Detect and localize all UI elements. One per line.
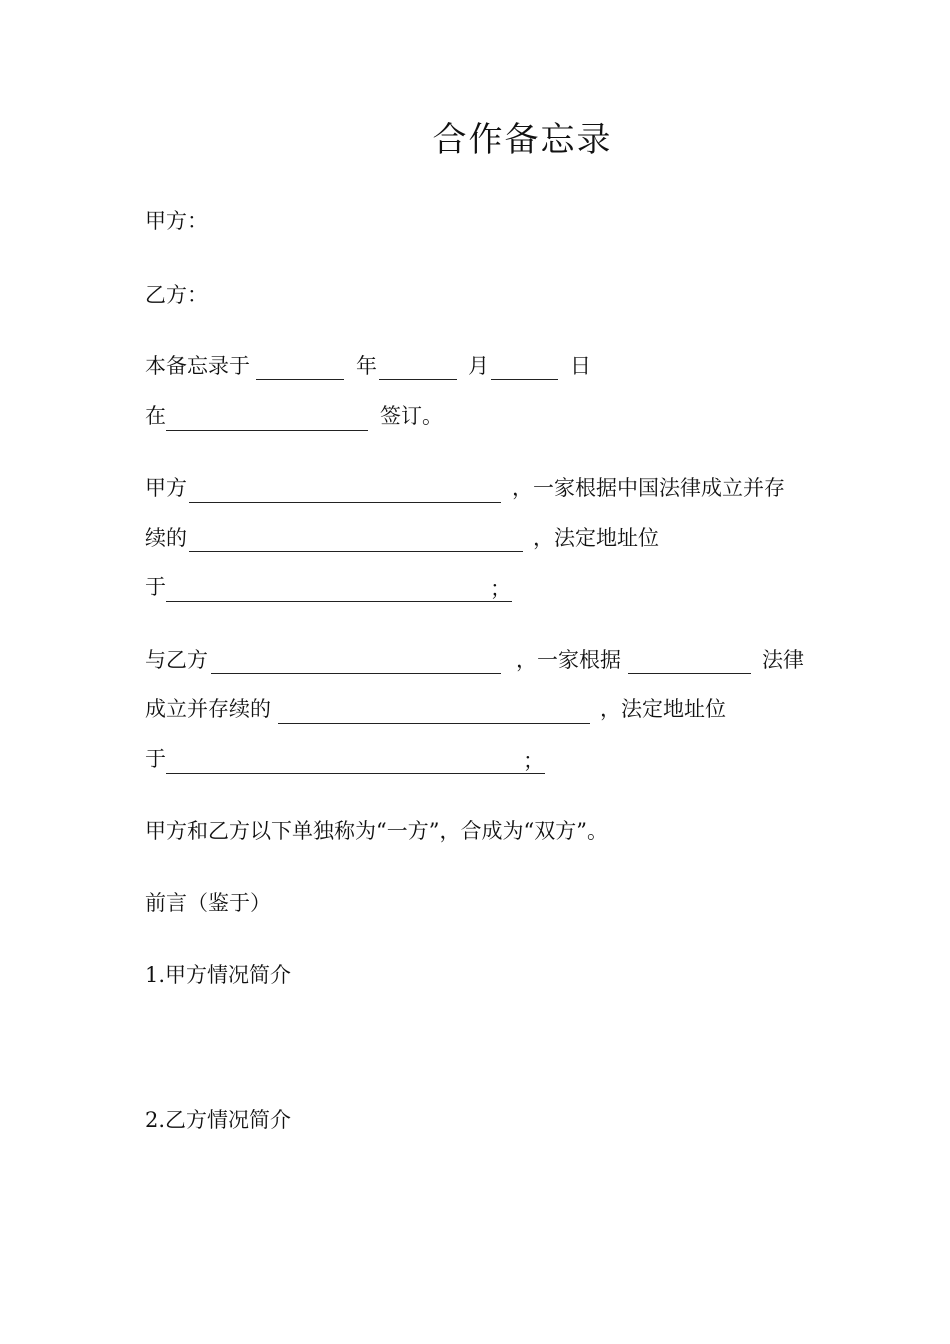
- party-b-line3-prefix: 于: [145, 747, 166, 771]
- section-2-heading: 2.乙方情况简介: [145, 1108, 292, 1132]
- party-b-address-blank: [166, 773, 545, 774]
- party-a-name-blank: [189, 502, 501, 503]
- place-blank: [166, 430, 368, 431]
- party-b-line2-suffix: ，法定地址位: [600, 697, 726, 721]
- document-title: 合作备忘录: [432, 120, 613, 160]
- year-label: 年: [356, 354, 377, 378]
- party-b-existence-blank: [278, 723, 590, 724]
- party-b-line1-suffix: 法律: [762, 648, 804, 672]
- party-a-label: 甲方：: [145, 209, 208, 233]
- date-prefix: 本备忘录于: [145, 354, 250, 378]
- party-b-name-blank: [211, 673, 501, 674]
- party-b-line1-prefix: 与乙方: [145, 648, 208, 672]
- section-1-heading: 1.甲方情况简介: [145, 963, 292, 987]
- party-a-line1-prefix: 甲方: [145, 476, 187, 500]
- month-label: 月: [468, 354, 489, 378]
- year-blank: [256, 379, 344, 380]
- party-a-existence-blank: [189, 551, 523, 552]
- party-a-line3-end: ；: [490, 577, 511, 601]
- preamble-heading: 前言（鉴于）: [145, 891, 271, 915]
- party-b-line1-mid: ，一家根据: [516, 648, 621, 672]
- place-prefix: 在: [145, 404, 166, 428]
- place-suffix: 签订。: [380, 404, 443, 428]
- party-b-label: 乙方：: [145, 283, 208, 307]
- party-a-line2-prefix: 续的: [145, 526, 187, 550]
- month-blank: [379, 379, 457, 380]
- day-label: 日: [570, 354, 591, 378]
- party-a-address-blank: [166, 601, 512, 602]
- definition-paragraph: 甲方和乙方以下单独称为“一方”，合成为“双方”。: [145, 819, 608, 843]
- party-b-line3-end: ；: [523, 749, 544, 773]
- party-a-line3-prefix: 于: [145, 575, 166, 599]
- party-b-line2-prefix: 成立并存续的: [145, 697, 271, 721]
- party-a-line2-suffix: ，法定地址位: [533, 526, 659, 550]
- party-a-line1-suffix: ，一家根据中国法律成立并存: [512, 476, 785, 500]
- party-b-jurisdiction-blank: [628, 673, 751, 674]
- day-blank: [491, 379, 558, 380]
